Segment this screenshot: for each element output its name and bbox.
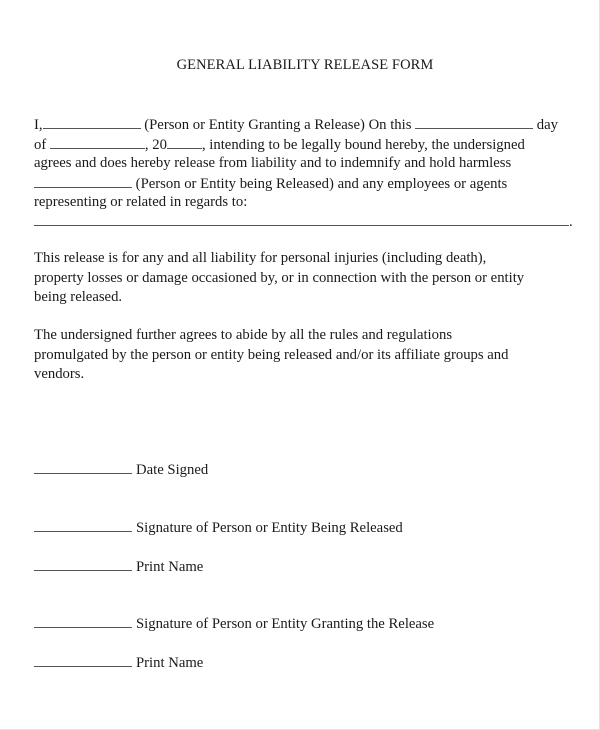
p1-text: , 20 [144, 137, 167, 153]
p1-text: , intending to be legally bound hereby, the undersigned [201, 137, 525, 153]
released-print-name-row [34, 558, 203, 576]
form-title: GENERAL LIABILITY RELEASE FORM [176, 57, 434, 73]
p1-text: I, [34, 117, 43, 133]
p2-line-3: being released. [34, 289, 123, 305]
p1-line-5: representing or related in regards to: [34, 194, 248, 210]
granting-signature-blank[interactable] [34, 615, 132, 628]
granting-signature-label: Signature of Person or Entity Granting the Release [136, 616, 435, 632]
p3-line-2: promulgated by the person or entity being released and/or its affiliate groups and [34, 347, 509, 363]
granting-signature-row [34, 615, 434, 633]
released-signature-blank[interactable] [34, 519, 132, 532]
p1-line-6 [34, 213, 573, 231]
released-signature-row [34, 519, 403, 537]
year-blank[interactable] [167, 136, 202, 149]
released-signature-label: Signature of Person or Entity Being Released [136, 520, 403, 536]
regards-to-blank[interactable] [34, 213, 569, 226]
day-blank[interactable] [415, 116, 533, 129]
granting-print-name-blank[interactable] [34, 654, 132, 667]
granting-print-name-label: Print Name [136, 655, 204, 671]
released-party-blank[interactable] [34, 175, 132, 188]
p1-line-1 [34, 116, 558, 134]
grantor-name-blank[interactable] [43, 116, 141, 129]
p2-line-1: This release is for any and all liability for personal injuries (including death), [34, 250, 487, 266]
date-signed-row [34, 461, 208, 479]
p1-line-3: agrees and does hereby release from liability and to indemnify and hold harmless [34, 155, 512, 171]
released-print-name-label: Print Name [136, 559, 204, 575]
p1-text: day [536, 117, 558, 133]
granting-print-name-row [34, 654, 203, 672]
p1-text: . [569, 214, 573, 230]
p3-line-1: The undersigned further agrees to abide by all the rules and regulations [34, 327, 453, 343]
p1-text: (Person or Entity Granting a Release) On this [144, 117, 412, 133]
p1-text: (Person or Entity being Released) and any employees or agents [135, 176, 508, 192]
date-signed-blank[interactable] [34, 461, 132, 474]
month-blank[interactable] [50, 136, 145, 149]
p1-text: of [34, 137, 47, 153]
date-signed-label: Date Signed [136, 462, 209, 478]
p2-line-2: property losses or damage occasioned by, or in connection with the person or entity [34, 270, 525, 286]
p1-line-4 [34, 175, 507, 193]
released-print-name-blank[interactable] [34, 558, 132, 571]
p3-line-3: vendors. [34, 366, 85, 382]
p1-line-2 [34, 136, 525, 154]
